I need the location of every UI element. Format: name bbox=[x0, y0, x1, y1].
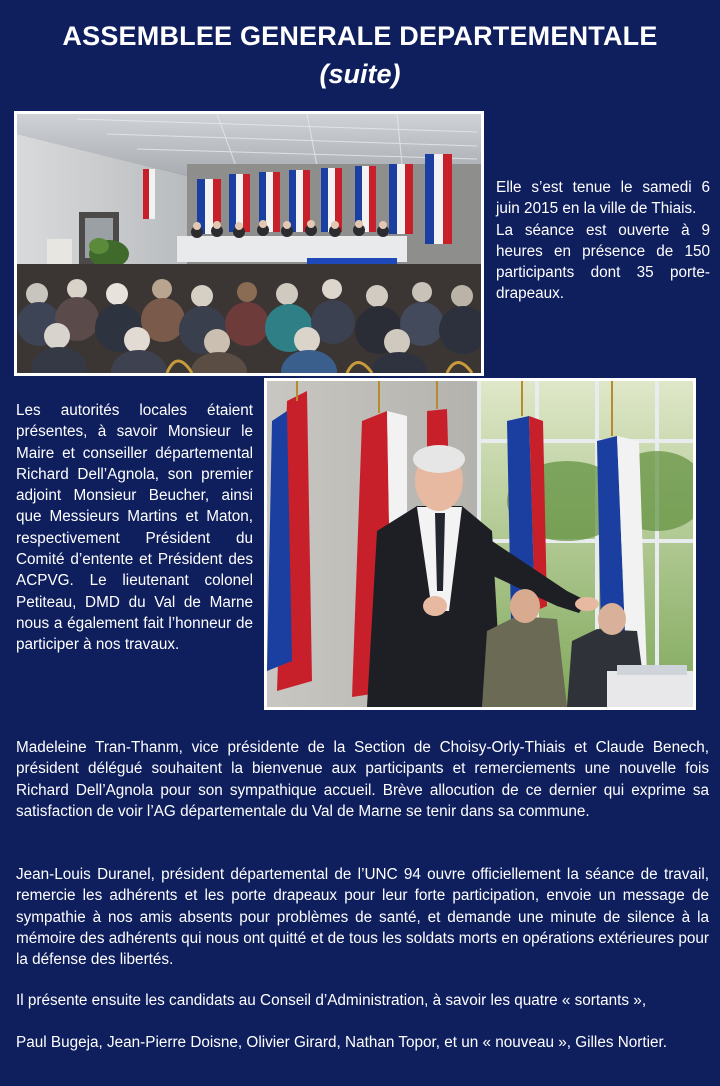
intro-attendance: La séance est ouverte à 9 heures en présence de 150 participants dont 35 porte-drapeaux. bbox=[496, 221, 710, 303]
page-subtitle: (suite) bbox=[319, 59, 401, 89]
welcome-paragraph: Madeleine Tran-Thanm, vice présidente de la Section de Choisy-Orly-Thiais et Claude Benech, président délégué souhaitent la bienvenue aux participants et remerciements une nouvelle fois Richard Dell’Agnola pour son sympathique accueil. Brève allocution de ce dernier qui exprime sa satisfaction de voir l’AG départementale du Val de Marne se tenir dans sa commune. bbox=[16, 739, 709, 820]
assembly-hall-image bbox=[17, 114, 481, 373]
intro-paragraph bbox=[496, 177, 710, 305]
speaker-photo bbox=[264, 378, 696, 710]
candidates-names: Paul Bugeja, Jean-Pierre Doisne, Olivier Girard, Nathan Topor, et un « nouveau », Gilles Nortier. bbox=[16, 1034, 668, 1051]
candidates-intro: Il présente ensuite les candidats au Conseil d’Administration, à savoir les quatre « sortants », bbox=[16, 992, 647, 1009]
opening-paragraph: Jean-Louis Duranel, président départemental de l’UNC 94 ouvre officiellement la séance de travail, remercie les adhérents et les porte drapeaux pour leur forte participation, envoie un message de sympathie à nos amis absents pour problèmes de santé, et demande une minute de silence à la mémoire des adhérents qui nous ont quitté et de tous les soldats morts en opérations extérieures pour la défense des libertés. bbox=[16, 866, 709, 969]
intro-date-location: Elle s’est tenue le samedi 6 juin 2015 en la ville de Thiais. bbox=[496, 179, 710, 218]
assembly-hall-photo bbox=[14, 111, 484, 376]
authorities-paragraph: Les autorités locales étaient présentes, à savoir Monsieur le Maire et conseiller départemental Richard Dell’Agnola, son premier adjoint Monsieur Beucher, ainsi que Messieurs Martins et Maton, respectivement Président du Comité d’entente et Président des ACPVG. Le lieutenant colonel Petiteau, DMD du Val de Marne nous a également fait l’honneur de participer à nos travaux. bbox=[16, 402, 253, 654]
speaker-image bbox=[267, 381, 693, 707]
page-title: ASSEMBLEE GENERALE DEPARTEMENTALE bbox=[62, 21, 658, 51]
